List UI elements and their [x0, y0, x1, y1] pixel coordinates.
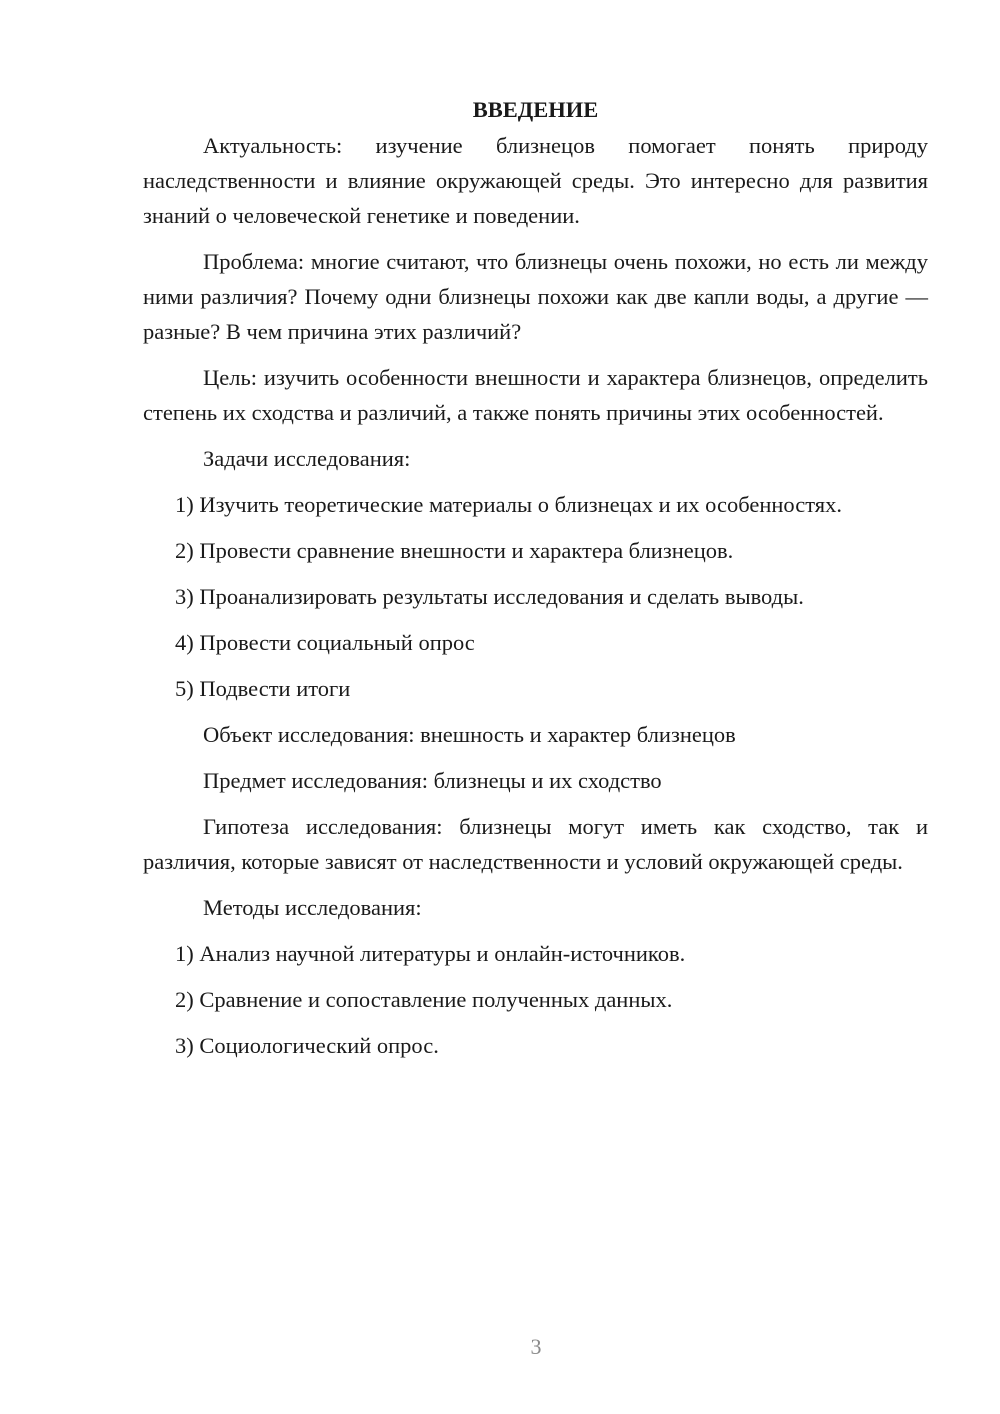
task-item: 2) Провести сравнение внешности и характера близнецов.	[175, 538, 734, 563]
task-item: 3) Проанализировать результаты исследования и сделать выводы.	[175, 584, 804, 609]
method-item: 2) Сравнение и сопоставление полученных данных.	[175, 987, 673, 1012]
methods-heading: Методы исследования:	[203, 895, 422, 920]
task-item: 4) Провести социальный опрос	[175, 630, 475, 655]
research-object: Объект исследования: внешность и характер близнецов	[203, 722, 736, 747]
document-page	[143, 92, 928, 1074]
section-title: ВВЕДЕНИЕ	[472, 97, 599, 122]
goal-paragraph: Цель: изучить особенности внешности и характера близнецов, определить степень их сходства и различий, а также понять причины этих особенностей.	[143, 365, 928, 425]
hypothesis-paragraph: Гипотеза исследования: близнецы могут иметь как сходство, так и различия, которые зависят от наследственности и условий окружающей среды.	[143, 814, 928, 874]
task-item: 1) Изучить теоретические материалы о близнецах и их особенностях.	[175, 492, 842, 517]
relevance-paragraph: Актуальность: изучение близнецов помогает понять природу наследственности и влияние окружающей среды. Это интересно для развития знаний о человеческой генетике и поведении.	[143, 133, 928, 228]
page-number: 3	[530, 1334, 542, 1359]
task-item: 5) Подвести итоги	[175, 676, 351, 701]
method-item: 1) Анализ научной литературы и онлайн-источников.	[175, 941, 686, 966]
tasks-heading: Задачи исследования:	[203, 446, 411, 471]
research-subject: Предмет исследования: близнецы и их сходство	[203, 768, 662, 793]
method-item: 3) Социологический опрос.	[175, 1033, 439, 1058]
problem-paragraph: Проблема: многие считают, что близнецы очень похожи, но есть ли между ними различия? Почему одни близнецы похожи как две капли воды, а другие — разные? В чем причина этих различий?	[143, 249, 928, 344]
